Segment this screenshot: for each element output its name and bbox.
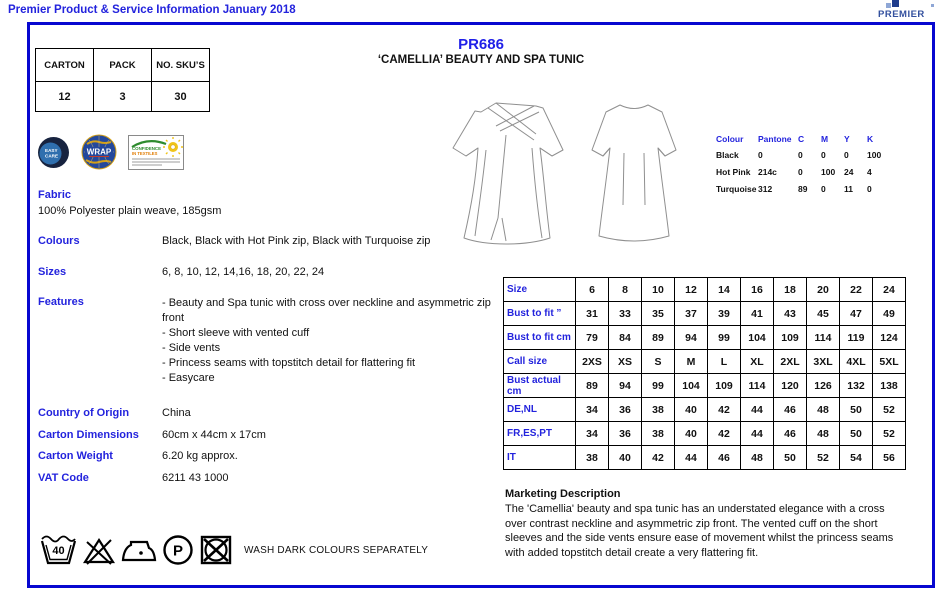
tunic-front-view xyxy=(453,103,563,244)
size-value-cell: 120 xyxy=(774,374,807,398)
size-value-cell: 20 xyxy=(807,278,840,302)
size-table-row xyxy=(504,278,906,302)
size-value-cell: 2XL xyxy=(774,350,807,374)
table-header-row xyxy=(36,49,210,82)
machine-wash-40-icon xyxy=(40,534,77,566)
size-table-row xyxy=(504,374,906,398)
carton-weight-value: 6.20 kg approx. xyxy=(162,450,238,462)
easy-care-badge-icon xyxy=(37,136,70,169)
size-value-cell: 36 xyxy=(609,422,642,446)
svg-text:WRAP: WRAP xyxy=(86,147,112,157)
size-value-cell: 35 xyxy=(642,302,675,326)
care-instructions xyxy=(40,530,428,570)
colours-value: Black, Black with Hot Pink zip, Black with Turquoise zip xyxy=(162,235,431,247)
size-row-label: IT xyxy=(504,446,576,470)
pantone-header-cell: Pantone xyxy=(758,134,792,144)
size-value-cell: 18 xyxy=(774,278,807,302)
size-table-row xyxy=(504,446,906,470)
carton-dimensions-label: Carton Dimensions xyxy=(38,429,139,441)
size-value-cell: 36 xyxy=(609,398,642,422)
size-value-cell: 34 xyxy=(576,422,609,446)
logo-square-icon xyxy=(892,0,899,7)
size-value-cell: 44 xyxy=(741,398,774,422)
table-header-row xyxy=(716,134,895,150)
page-header-title: Premier Product & Service Information January 2018 xyxy=(8,4,296,16)
size-value-cell: 89 xyxy=(576,374,609,398)
pantone-header-cell: C xyxy=(798,134,805,144)
size-value-cell: 104 xyxy=(675,374,708,398)
size-value-cell: 4XL xyxy=(840,350,873,374)
pantone-colour-table xyxy=(716,134,895,201)
size-value-cell: 12 xyxy=(675,278,708,302)
size-value-cell: 38 xyxy=(642,398,675,422)
size-value-cell: 94 xyxy=(609,374,642,398)
pantone-value-cell: 100 xyxy=(867,150,882,160)
pantone-header-cell: Colour xyxy=(716,134,744,144)
size-table-row xyxy=(504,398,906,422)
size-value-cell: 3XL xyxy=(807,350,840,374)
feature-item: - Beauty and Spa tunic with cross over neckline and asymmetric zip front xyxy=(162,297,491,324)
tunic-back-view xyxy=(592,105,676,241)
size-value-cell: 45 xyxy=(807,302,840,326)
pantone-header-cell: K xyxy=(867,134,874,144)
size-value-cell: 99 xyxy=(708,326,741,350)
logo-square-icon xyxy=(886,3,891,8)
size-value-cell: 99 xyxy=(642,374,675,398)
carton-table-header-cell: PACK xyxy=(94,49,152,82)
size-row-label: Call size xyxy=(504,350,576,374)
size-value-cell: 52 xyxy=(807,446,840,470)
size-value-cell: 42 xyxy=(642,446,675,470)
size-value-cell: 79 xyxy=(576,326,609,350)
size-value-cell: 119 xyxy=(840,326,873,350)
carton-table-header-cell: NO. SKU’S xyxy=(152,49,210,82)
vat-code-label: VAT Code xyxy=(38,472,89,484)
pantone-header-cell: M xyxy=(821,134,829,144)
size-value-cell: 44 xyxy=(675,446,708,470)
size-value-cell: 14 xyxy=(708,278,741,302)
content-frame xyxy=(27,22,935,588)
pantone-value-cell: 0 xyxy=(821,150,826,160)
size-value-cell: 2XS xyxy=(576,350,609,374)
size-value-cell: 52 xyxy=(873,398,906,422)
size-row-label: DE,NL xyxy=(504,398,576,422)
pantone-value-cell: 11 xyxy=(844,184,853,194)
size-value-cell: 37 xyxy=(675,302,708,326)
svg-text:CONFIDENCE: CONFIDENCE xyxy=(132,145,162,151)
size-value-cell: 104 xyxy=(741,326,774,350)
size-value-cell: 89 xyxy=(642,326,675,350)
pantone-value-cell: Black xyxy=(716,150,739,160)
carton-table-value-cell: 30 xyxy=(152,82,210,112)
sizes-value: 6, 8, 10, 12, 14,16, 18, 20, 22, 24 xyxy=(162,266,325,278)
size-value-cell: 42 xyxy=(708,398,741,422)
size-value-cell: 46 xyxy=(774,398,807,422)
pantone-value-cell: Turquoise xyxy=(716,184,757,194)
size-value-cell: 40 xyxy=(609,446,642,470)
size-value-cell: 50 xyxy=(840,398,873,422)
size-value-cell: 40 xyxy=(675,398,708,422)
size-value-cell: 109 xyxy=(774,326,807,350)
size-value-cell: 50 xyxy=(840,422,873,446)
svg-text:CARE: CARE xyxy=(45,153,59,158)
iron-one-dot-icon xyxy=(121,534,157,566)
wrap-badge-icon xyxy=(81,134,117,170)
size-value-cell: 6 xyxy=(576,278,609,302)
size-value-cell: 34 xyxy=(576,398,609,422)
size-value-cell: 22 xyxy=(840,278,873,302)
size-value-cell: 48 xyxy=(807,422,840,446)
care-label: WASH DARK COLOURS SEPARATELY xyxy=(244,544,429,556)
size-value-cell: 114 xyxy=(807,326,840,350)
size-table-row xyxy=(504,326,906,350)
size-value-cell: 38 xyxy=(576,446,609,470)
confidence-in-textiles-badge-icon xyxy=(128,135,184,170)
table-row xyxy=(36,82,210,112)
pantone-row xyxy=(716,184,895,201)
size-value-cell: 114 xyxy=(741,374,774,398)
pantone-value-cell: 0 xyxy=(844,150,849,160)
size-value-cell: M xyxy=(675,350,708,374)
size-value-cell: 56 xyxy=(873,446,906,470)
carton-table-header-cell: CARTON xyxy=(36,49,94,82)
size-value-cell: 84 xyxy=(609,326,642,350)
pantone-row xyxy=(716,167,895,184)
tunic-front-back-illustration xyxy=(438,98,704,260)
pantone-value-cell: 0 xyxy=(821,184,826,194)
size-value-cell: 48 xyxy=(807,398,840,422)
size-value-cell: 50 xyxy=(774,446,807,470)
dry-clean-p-icon xyxy=(162,534,194,566)
size-value-cell: 46 xyxy=(708,446,741,470)
size-row-label: FR,ES,PT xyxy=(504,422,576,446)
fabric-value: 100% Polyester plain weave, 185gsm xyxy=(38,205,222,217)
size-value-cell: 48 xyxy=(741,446,774,470)
svg-text:EASY: EASY xyxy=(45,147,58,153)
feature-item: - Short sleeve with vented cuff xyxy=(162,327,310,339)
size-value-cell: 8 xyxy=(609,278,642,302)
size-table-row xyxy=(504,350,906,374)
size-value-cell: 41 xyxy=(741,302,774,326)
features-label: Features xyxy=(38,296,84,308)
size-value-cell: 16 xyxy=(741,278,774,302)
marketing-description xyxy=(505,488,909,560)
size-value-cell: 124 xyxy=(873,326,906,350)
pantone-value-cell: 0 xyxy=(798,150,803,160)
carton-table-value-cell: 12 xyxy=(36,82,94,112)
pantone-value-cell: Hot Pink xyxy=(716,167,751,177)
pantone-header-cell: Y xyxy=(844,134,850,144)
size-table-row xyxy=(504,422,906,446)
vat-code-value: 6211 43 1000 xyxy=(162,472,229,484)
size-value-cell: 46 xyxy=(774,422,807,446)
size-value-cell: 33 xyxy=(609,302,642,326)
size-value-cell: 5XL xyxy=(873,350,906,374)
feature-item: - Princess seams with topstitch detail for flattering fit xyxy=(162,357,416,369)
size-value-cell: S xyxy=(642,350,675,374)
size-value-cell: 43 xyxy=(774,302,807,326)
marketing-heading: Marketing Description xyxy=(505,488,621,500)
size-value-cell: 40 xyxy=(675,422,708,446)
svg-text:40: 40 xyxy=(52,545,65,557)
size-value-cell: 49 xyxy=(873,302,906,326)
size-value-cell: 38 xyxy=(642,422,675,446)
pantone-row xyxy=(716,150,895,167)
logo-square-icon xyxy=(931,4,934,7)
size-value-cell: 44 xyxy=(741,422,774,446)
pantone-value-cell: 4 xyxy=(867,167,872,177)
feature-item: - Side vents xyxy=(162,342,221,354)
pantone-value-cell: 0 xyxy=(758,150,763,160)
origin-label: Country of Origin xyxy=(38,407,130,419)
svg-text:IN TEXTILES: IN TEXTILES xyxy=(132,150,158,156)
carton-table-value-cell: 3 xyxy=(94,82,152,112)
size-value-cell: 138 xyxy=(873,374,906,398)
do-not-tumble-dry-icon xyxy=(199,534,233,566)
size-row-label: Bust to fit cm xyxy=(504,326,576,350)
size-row-label: Size xyxy=(504,278,576,302)
pantone-value-cell: 0 xyxy=(867,184,872,194)
pantone-value-cell: 89 xyxy=(798,184,808,194)
product-code: PR686 xyxy=(458,36,504,53)
fabric-label: Fabric xyxy=(38,189,72,201)
size-value-cell: 94 xyxy=(675,326,708,350)
marketing-body: The 'Camellia' beauty and spa tunic has an understated elegance with a cross over contrast neckline and asymmetric zip front. The vented cuff on the short sleeves and the side vents ensure ease of movement whilst the princess seams with added topstitch detail create a very flattering fit. xyxy=(505,503,894,559)
size-value-cell: XL xyxy=(741,350,774,374)
carton-dimensions-value: 60cm x 44cm x 17cm xyxy=(162,429,266,441)
svg-text:P: P xyxy=(172,542,184,560)
carton-pack-table xyxy=(35,48,210,112)
sizes-label: Sizes xyxy=(38,266,67,278)
pantone-value-cell: 312 xyxy=(758,184,773,194)
pantone-value-cell: 0 xyxy=(798,167,803,177)
size-row-label: Bust to fit ” xyxy=(504,302,576,326)
carton-weight-label: Carton Weight xyxy=(38,450,113,462)
size-row-label: Bust actual cm xyxy=(504,374,576,398)
pantone-value-cell: 214c xyxy=(758,167,777,177)
size-value-cell: 126 xyxy=(807,374,840,398)
size-value-cell: 109 xyxy=(708,374,741,398)
size-value-cell: 132 xyxy=(840,374,873,398)
size-value-cell: XS xyxy=(609,350,642,374)
size-value-cell: L xyxy=(708,350,741,374)
colours-label: Colours xyxy=(38,235,80,247)
pantone-value-cell: 24 xyxy=(844,167,854,177)
size-value-cell: 24 xyxy=(873,278,906,302)
size-value-cell: 31 xyxy=(576,302,609,326)
product-name: ‘CAMELLIA’ BEAUTY AND SPA TUNIC xyxy=(377,54,585,66)
size-value-cell: 39 xyxy=(708,302,741,326)
size-value-cell: 42 xyxy=(708,422,741,446)
size-chart-table xyxy=(503,277,906,470)
pantone-value-cell: 100 xyxy=(821,167,836,177)
do-not-bleach-icon xyxy=(82,534,116,566)
logo-wordmark: PREMIER xyxy=(878,9,925,20)
origin-value: China xyxy=(162,407,191,419)
size-value-cell: 54 xyxy=(840,446,873,470)
size-table-row xyxy=(504,302,906,326)
certification-badges xyxy=(37,134,184,170)
size-value-cell: 10 xyxy=(642,278,675,302)
features-list xyxy=(162,296,496,386)
size-value-cell: 47 xyxy=(840,302,873,326)
size-value-cell: 52 xyxy=(873,422,906,446)
feature-item: - Easycare xyxy=(162,372,215,384)
